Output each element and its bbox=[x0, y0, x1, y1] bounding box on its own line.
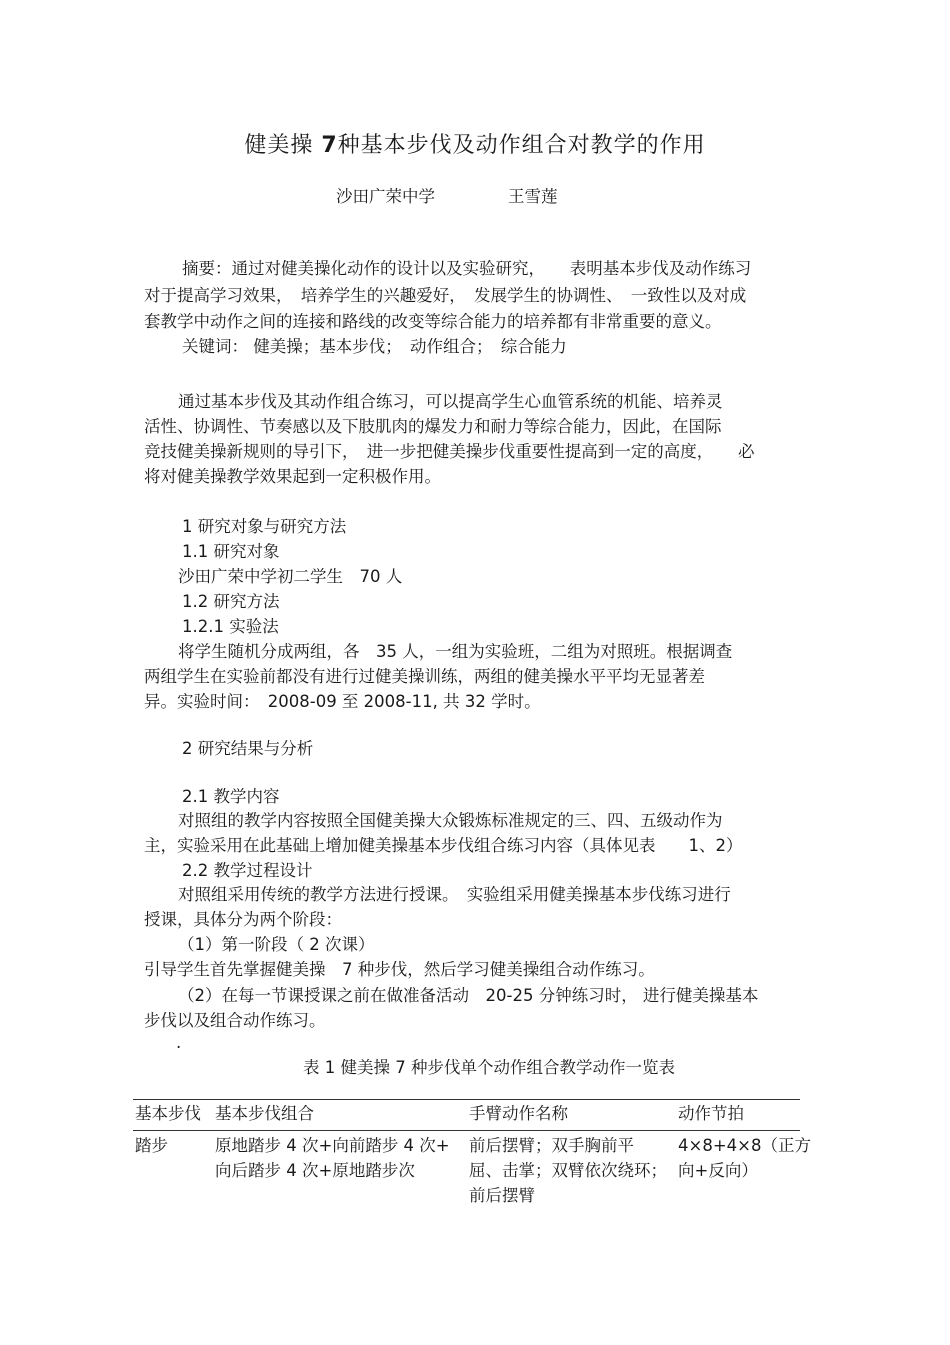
table-top-rule bbox=[133, 1099, 800, 1100]
table-header-arm: 手臂动作名称 bbox=[469, 1104, 568, 1123]
table-caption: 表 1 健美操 7 种步伐单个动作组合教学动作一览表 bbox=[303, 1058, 675, 1077]
stage-1-text: 引导学生首先掌握健美操 7 种步伐，然后学习健美操组合动作练习。 bbox=[144, 960, 655, 979]
intro-line-4: 将对健美操教学效果起到一定积极作用。 bbox=[144, 467, 441, 486]
row-beat-line-2: 向+反向） bbox=[678, 1161, 758, 1180]
content-line-2: 主，实验采用在此基础上增加健美操基本步伐组合练习内容（具体见表 1、2） bbox=[144, 836, 743, 855]
table-header-rule bbox=[133, 1130, 800, 1131]
row-combo-line-2: 向后踏步 4 次+原地踏步次 bbox=[215, 1161, 415, 1180]
stage-1-heading: （1）第一阶段（ 2 次课） bbox=[178, 935, 375, 954]
table-header-beat: 动作节拍 bbox=[678, 1104, 744, 1123]
method-line-2: 两组学生在实验前都没有进行过健美操训练，两组的健美操水平平均无显著差 bbox=[144, 667, 705, 686]
section-1-2-heading: 1.2 研究方法 bbox=[182, 592, 280, 611]
author-school: 沙田广荣中学 bbox=[336, 187, 435, 206]
row-beat-line-1: 4×8+4×8（正方 bbox=[678, 1136, 811, 1155]
row-arm-line-2: 屈、击掌；双臂依次绕环； bbox=[469, 1161, 667, 1180]
content-line-1: 对照组的教学内容按照全国健美操大众锻炼标准规定的三、四、五级动作为 bbox=[178, 811, 723, 830]
abstract-line-2: 对于提高学习效果， 培养学生的兴趣爱好， 发展学生的协调性、 一致性以及对成 bbox=[144, 286, 747, 305]
author-name: 王雪莲 bbox=[508, 187, 558, 206]
paper-title bbox=[0, 128, 950, 159]
section-2-1-heading: 2.1 教学内容 bbox=[182, 787, 280, 806]
row-arm-line-1: 前后摆臂；双手胸前平 bbox=[469, 1136, 634, 1155]
row-combo-line-1: 原地踏步 4 次+向前踏步 4 次+ bbox=[215, 1136, 450, 1155]
method-line-3: 异。实验时间： 2008-09 至 2008-11, 共 32 学时。 bbox=[144, 692, 541, 711]
section-1-1-heading: 1.1 研究对象 bbox=[182, 542, 280, 561]
design-line-1: 对照组采用传统的教学方法进行授课。 实验组采用健美操基本步伐练习进行 bbox=[178, 885, 731, 904]
section-2-2-heading: 2.2 教学过程设计 bbox=[182, 861, 313, 880]
row-step: 踏步 bbox=[135, 1136, 168, 1155]
title-text-post: 种基本步伐及动作组合对教学的作用 bbox=[337, 133, 706, 158]
intro-line-1: 通过基本步伐及其动作组合练习，可以提高学生心血管系统的机能、培养灵 bbox=[178, 392, 723, 411]
title-number: 7 bbox=[321, 133, 338, 158]
row-arm-line-3: 前后摆臂 bbox=[469, 1186, 535, 1205]
table-header-combo: 基本步伐组合 bbox=[215, 1104, 314, 1123]
stray-dot: . bbox=[176, 1033, 182, 1052]
abstract-line-1: 摘要：通过对健美操化动作的设计以及实验研究， 表明基本步伐及动作练习 bbox=[182, 259, 752, 278]
section-1-2-1-heading: 1.2.1 实验法 bbox=[182, 617, 279, 636]
section-1-heading: 1 研究对象与研究方法 bbox=[182, 517, 347, 536]
research-subject: 沙田广荣中学初二学生 70 人 bbox=[178, 567, 403, 586]
stage-2-line-1: （2）在每一节课授课之前在做准备活动 20-25 分钟练习时， 进行健美操基本 bbox=[178, 986, 759, 1005]
title-text-pre: 健美操 bbox=[244, 133, 314, 158]
section-2-heading: 2 研究结果与分析 bbox=[182, 739, 314, 758]
table-header-step: 基本步伐 bbox=[135, 1104, 201, 1123]
intro-line-3: 竞技健美操新规则的导引下， 进一步把健美操步伐重要性提高到一定的高度， 必 bbox=[144, 442, 755, 461]
design-line-2: 授课，具体分为两个阶段： bbox=[144, 910, 342, 929]
stage-2-line-2: 步伐以及组合动作练习。 bbox=[144, 1011, 326, 1030]
intro-line-2: 活性、协调性、节奏感以及下肢肌肉的爆发力和耐力等综合能力，因此，在国际 bbox=[144, 417, 722, 436]
method-line-1: 将学生随机分成两组，各 35 人，一组为实验班，二组为对照班。根据调查 bbox=[178, 642, 733, 661]
keywords: 关键词： 健美操；基本步伐； 动作组合； 综合能力 bbox=[182, 337, 567, 356]
abstract-line-3: 套教学中动作之间的连接和路线的改变等综合能力的培养都有非常重要的意义。 bbox=[144, 312, 722, 331]
